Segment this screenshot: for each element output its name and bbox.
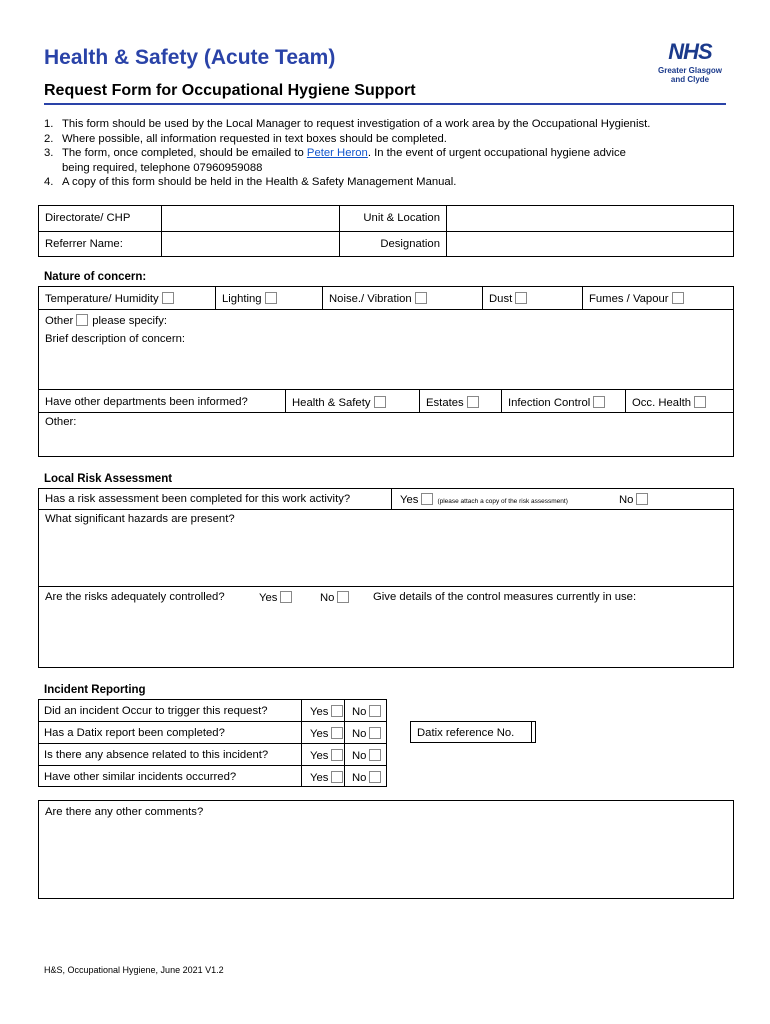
health-safety-checkbox[interactable] bbox=[374, 396, 386, 408]
fumes-checkbox[interactable] bbox=[672, 292, 684, 304]
comments-label: Are there any other comments? bbox=[45, 806, 204, 818]
concern-table bbox=[38, 286, 734, 457]
datix-reference-label: Datix reference No. bbox=[417, 727, 515, 739]
incident-1-yes: Yes bbox=[304, 703, 349, 720]
hazards-question: What significant hazards are present? bbox=[45, 513, 235, 525]
incident-4-no: No bbox=[346, 769, 387, 786]
concern-option-dust: Dust bbox=[483, 290, 533, 307]
controlled-yes: Yes bbox=[253, 589, 298, 606]
brief-description-label: Brief description of concern: bbox=[45, 333, 186, 345]
instruction-item: 1. This form should be used by the Local Manager to request investigation of a work area by the Occupational Hygienist. bbox=[44, 118, 651, 130]
informed-question: Have other departments been informed? bbox=[45, 396, 248, 408]
comments-box[interactable] bbox=[38, 800, 734, 899]
instruction-item: 3. The form, once completed, should be emailed to Peter Heron. In the event of urgent occupational hygiene advice being required, telephone 07960959088 bbox=[44, 147, 626, 174]
incident-table bbox=[38, 699, 538, 787]
infection-control-checkbox[interactable] bbox=[593, 396, 605, 408]
dept-infection-control: Infection Control bbox=[502, 394, 611, 411]
incident-1-yes-checkbox[interactable] bbox=[331, 705, 343, 717]
incident-3-yes: Yes bbox=[304, 747, 349, 764]
details-table bbox=[38, 205, 734, 257]
directorate-label: Directorate/ CHP bbox=[45, 212, 131, 224]
unit-location-input[interactable] bbox=[447, 206, 733, 231]
risk-heading: Local Risk Assessment bbox=[44, 473, 173, 485]
dept-health-safety: Health & Safety bbox=[286, 394, 392, 411]
incident-3-yes-checkbox[interactable] bbox=[331, 749, 343, 761]
lighting-checkbox[interactable] bbox=[265, 292, 277, 304]
incident-3-no-checkbox[interactable] bbox=[369, 749, 381, 761]
incident-question-3: Is there any absence related to this incident? bbox=[44, 749, 269, 761]
dust-checkbox[interactable] bbox=[515, 292, 527, 304]
incident-2-no-checkbox[interactable] bbox=[369, 727, 381, 739]
designation-input[interactable] bbox=[447, 232, 733, 256]
controlled-yes-checkbox[interactable] bbox=[280, 591, 292, 603]
page-subtitle: Request Form for Occupational Hygiene Support bbox=[44, 82, 416, 99]
other-checkbox[interactable] bbox=[76, 314, 88, 326]
risk-yes-checkbox[interactable] bbox=[421, 493, 433, 505]
controlled-no: No bbox=[314, 589, 355, 606]
concern-heading: Nature of concern: bbox=[44, 271, 147, 283]
concern-option-temperature: Temperature/ Humidity bbox=[39, 290, 180, 307]
email-link[interactable]: Peter Heron bbox=[306, 147, 368, 159]
incident-4-no-checkbox[interactable] bbox=[369, 771, 381, 783]
occ-health-checkbox[interactable] bbox=[694, 396, 706, 408]
attach-note: (please attach a copy of the risk assessment) bbox=[437, 498, 568, 505]
incident-question-2: Has a Datix report been completed? bbox=[44, 727, 225, 739]
header-divider bbox=[44, 103, 726, 105]
nhs-logo-sub-2: and Clyde bbox=[670, 75, 710, 84]
incident-heading: Incident Reporting bbox=[44, 684, 146, 696]
nhs-logo-text: NHS bbox=[668, 39, 712, 64]
incident-2-yes-checkbox[interactable] bbox=[331, 727, 343, 739]
concern-option-lighting: Lighting bbox=[216, 290, 283, 307]
unit-location-label: Unit & Location bbox=[363, 212, 440, 224]
controlled-no-checkbox[interactable] bbox=[337, 591, 349, 603]
risk-completed-question: Has a risk assessment been completed for this work activity? bbox=[45, 493, 351, 505]
incident-2-yes: Yes bbox=[304, 725, 349, 742]
incident-3-no: No bbox=[346, 747, 387, 764]
temperature-checkbox[interactable] bbox=[162, 292, 174, 304]
designation-label: Designation bbox=[380, 238, 440, 250]
dept-estates: Estates bbox=[420, 394, 485, 411]
concern-option-fumes: Fumes / Vapour bbox=[583, 290, 690, 307]
instructions-list bbox=[44, 117, 734, 190]
risk-completed-yes: Yes (please attach a copy of the risk assessment) bbox=[400, 494, 568, 506]
referrer-label: Referrer Name: bbox=[45, 238, 123, 250]
risk-table bbox=[38, 488, 734, 668]
incident-question-1: Did an incident Occur to trigger this request? bbox=[44, 705, 268, 717]
other-departments-label: Other: bbox=[45, 416, 77, 428]
incident-2-no: No bbox=[346, 725, 387, 742]
concern-option-noise: Noise./ Vibration bbox=[323, 290, 433, 307]
estates-checkbox[interactable] bbox=[467, 396, 479, 408]
page-title: Health & Safety (Acute Team) bbox=[44, 46, 336, 69]
incident-question-4: Have other similar incidents occurred? bbox=[44, 771, 237, 783]
controlled-question: Are the risks adequately controlled? bbox=[45, 591, 225, 603]
incident-4-yes-checkbox[interactable] bbox=[331, 771, 343, 783]
instruction-item: 4. A copy of this form should be held in the Health & Safety Management Manual. bbox=[44, 176, 457, 188]
risk-completed-no: No bbox=[613, 491, 654, 508]
directorate-input[interactable] bbox=[162, 206, 339, 231]
risk-no-checkbox[interactable] bbox=[636, 493, 648, 505]
noise-checkbox[interactable] bbox=[415, 292, 427, 304]
dept-occ-health: Occ. Health bbox=[626, 394, 712, 411]
footer-text: H&S, Occupational Hygiene, June 2021 V1.2 bbox=[44, 965, 224, 975]
concern-other: Other please specify: bbox=[45, 315, 167, 327]
nhs-logo bbox=[652, 40, 728, 84]
control-details-question: Give details of the control measures currently in use: bbox=[373, 591, 637, 603]
incident-1-no: No bbox=[346, 703, 387, 720]
referrer-input[interactable] bbox=[162, 232, 339, 256]
incident-1-no-checkbox[interactable] bbox=[369, 705, 381, 717]
instruction-item: 2. Where possible, all information requested in text boxes should be completed. bbox=[44, 132, 447, 145]
nhs-logo-sub-1: Greater Glasgow bbox=[657, 66, 723, 75]
incident-4-yes: Yes bbox=[304, 769, 349, 786]
